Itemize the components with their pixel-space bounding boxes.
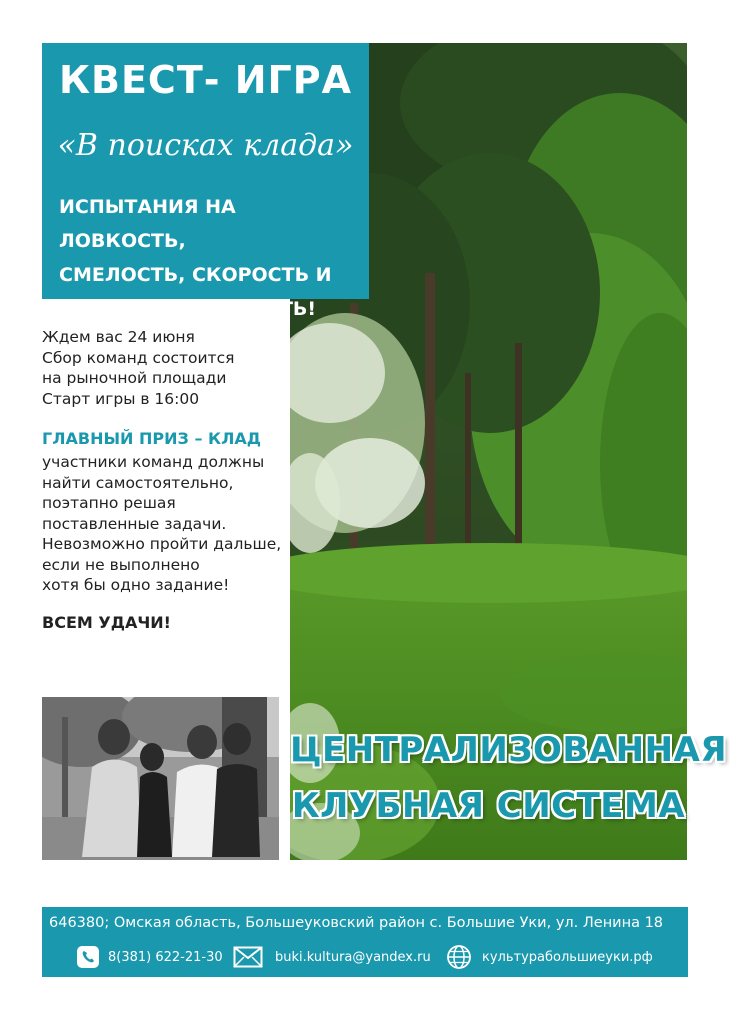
- phone-number[interactable]: 8(381) 622-21-30: [108, 949, 223, 965]
- prize-line: хотя бы одно задание!: [42, 576, 230, 594]
- info-line: Ждем вас 24 июня: [42, 328, 195, 346]
- globe-icon: [446, 944, 472, 970]
- good-luck-text: ВСЕМ УДАЧИ!: [42, 613, 171, 632]
- description-line: СМЕЛОСТЬ, СКОРОСТЬ И: [59, 264, 332, 286]
- prize-line: участники команд должны: [42, 453, 265, 471]
- email-address[interactable]: buki.kultura@yandex.ru: [275, 949, 431, 965]
- prize-line: Невозможно пройти дальше,: [42, 535, 282, 553]
- info-line: Старт игры в 16:00: [42, 389, 200, 408]
- phone-icon: [76, 945, 100, 969]
- info-line: на рыночной площади: [42, 369, 227, 387]
- participants-photo: [42, 697, 279, 860]
- description-line: ИСПЫТАНИЯ НА ЛОВКОСТЬ,: [59, 196, 236, 252]
- organization-name: [290, 730, 728, 840]
- website-link[interactable]: культурабольшиеуки.рф: [482, 949, 653, 965]
- address: 646380; Омская область, Большеуковский район с. Большие Уки, ул. Ленина 18: [49, 915, 664, 931]
- prize-description: [42, 452, 281, 596]
- title-box: [42, 43, 369, 320]
- prize-heading: ГЛАВНЫЙ ПРИЗ – КЛАД: [42, 429, 262, 448]
- prize-line: если не выполнено: [42, 555, 200, 574]
- mail-icon: [233, 946, 263, 968]
- website-contact[interactable]: [446, 944, 653, 970]
- event-info: [42, 327, 234, 409]
- description-line: СООБРАЗИТЕЛЬНОСТЬ!: [59, 298, 317, 320]
- prize-line: поэтапно решая: [42, 494, 176, 512]
- prize-line: поставленные задачи.: [42, 514, 227, 533]
- subtitle: «В поисках клада»: [57, 128, 354, 163]
- contact-footer: [42, 907, 688, 977]
- phone-contact[interactable]: [76, 944, 223, 970]
- title-description: [59, 190, 359, 326]
- organization-line-1: ЦЕНТРАЛИЗОВАННАЯ: [290, 730, 728, 770]
- prize-line: найти самостоятельно,: [42, 473, 234, 492]
- email-contact[interactable]: [233, 944, 431, 970]
- info-line: Сбор команд состоится: [42, 348, 235, 367]
- title: КВЕСТ- ИГРА: [58, 58, 353, 102]
- organization-line-2: КЛУБНАЯ СИСТЕМА: [291, 786, 686, 826]
